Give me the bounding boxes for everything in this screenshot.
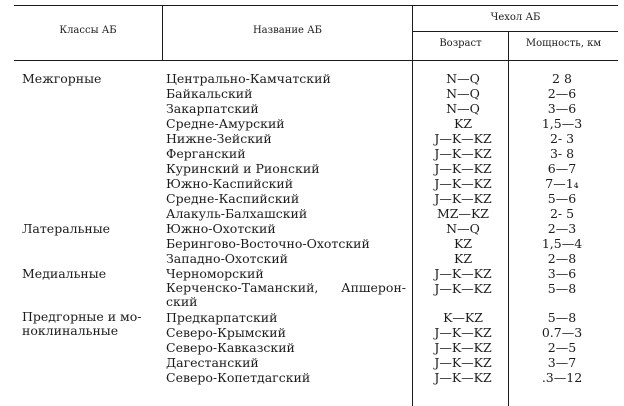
cover-thickness: 2—8 [547,251,577,266]
cover-thickness: 0.7—3 [541,325,583,340]
cover-thickness: 3—6 [547,266,577,281]
basin-name: Байкальский [166,86,253,101]
basin-name: Черноморский [166,266,264,281]
basin-name: Дагестанский [166,355,259,370]
header-vline-3 [508,31,509,406]
basin-name: Алакуль-Балхашский [166,206,308,221]
header-bottom-rule [14,60,618,61]
cover-thickness: 2- 3 [549,131,575,146]
cover-age: K—KZ [443,310,483,325]
header-names: Название АБ [252,25,323,36]
basin-name: Беринговo-Восточно-Охотский [166,236,370,251]
basin-name: Южно-Охотский [166,221,276,236]
cover-age: N—Q [446,71,480,86]
cover-age: J—K—KZ [434,176,492,191]
cover-underline [412,31,618,32]
basin-name: Западно-Охотский [166,251,289,266]
cover-thickness: 5—8 [547,281,577,296]
top-rule [14,5,618,6]
basin-name: Южно-Каспийский [166,176,294,191]
basin-name: Куринский и Рионский [166,161,320,176]
cover-age: J—K—KZ [434,355,492,370]
cover-thickness: 2—6 [547,86,577,101]
cover-thickness: 2 8 [552,71,572,86]
basin-name: Закарпатский [166,101,259,116]
basin-name: Северо-Кавказский [166,340,295,355]
cover-age: J—K—KZ [434,370,492,385]
cover-thickness: 3—7 [547,355,577,370]
cover-age: MZ—KZ [436,206,489,221]
header-classes: Классы АБ [59,25,117,36]
cover-thickness: 3—6 [547,101,577,116]
cover-thickness: 6—7 [547,161,577,176]
cover-thickness: .3—12 [541,370,583,385]
header-cover: Чехол АБ [490,12,541,23]
basin-name: Керченско-Таманский, Апшерон-ский [166,280,406,309]
cover-age: KZ [453,116,473,131]
cover-age: J—K—KZ [434,266,492,281]
class-label: Межгорные [22,71,102,86]
basin-name: Нижне-Зейский [166,131,272,146]
cover-thickness: 5—6 [547,191,577,206]
basin-name: Северо-Копетдагский [166,370,311,385]
basin-name: Средне-Амурский [166,116,285,131]
basin-name: Предкарпатский [166,310,278,325]
cover-age: J—K—KZ [434,340,492,355]
cover-age: J—K—KZ [434,146,492,161]
header-thickness: Мощность, км [525,38,602,49]
cover-thickness: 1,5—4 [541,236,583,251]
cover-thickness: 2- 5 [549,206,575,221]
basin-name: Ферганский [166,146,246,161]
cover-age: J—K—KZ [434,325,492,340]
basin-name: Центрально-Камчатский [166,71,331,86]
header-age: Возраст [439,38,482,49]
cover-age: KZ [453,251,473,266]
cover-age: J—K—KZ [434,281,492,296]
basin-name: Средне-Каспийский [166,191,300,206]
cover-age: J—K—KZ [434,161,492,176]
cover-age: J—K—KZ [434,131,492,146]
cover-thickness: 3- 8 [549,146,575,161]
cover-age: KZ [453,236,473,251]
cover-thickness: 7—1₄ [545,176,579,191]
cover-thickness: 5—8 [547,310,577,325]
cover-age: N—Q [446,101,480,116]
cover-age: N—Q [446,86,480,101]
cover-thickness: 2—5 [547,340,577,355]
cover-age: J—K—KZ [434,191,492,206]
cover-thickness: 2—3 [547,221,577,236]
basin-name: Северо-Крымский [166,325,286,340]
cover-age: N—Q [446,221,480,236]
class-label: Латеральные [22,221,111,236]
class-label: Предгорные и мо-ноклинальные [22,309,142,338]
cover-thickness: 1,5—3 [541,116,583,131]
class-label: Медиальные [22,266,107,281]
